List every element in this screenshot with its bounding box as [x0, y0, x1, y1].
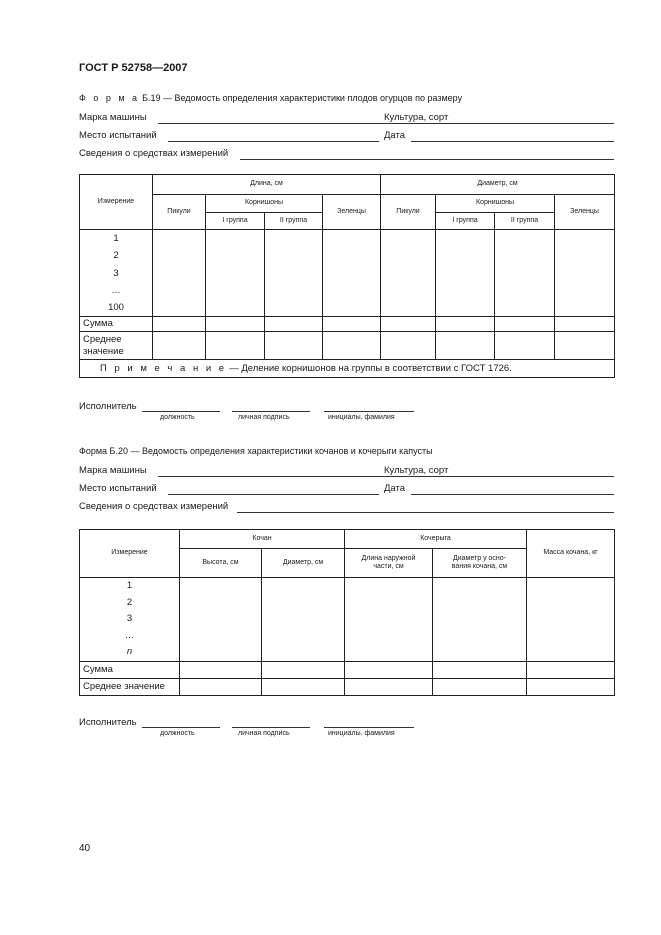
row-labels-cell [80, 578, 180, 662]
data-cell[interactable] [265, 230, 323, 317]
form-20-signature-label: Исполнитель [79, 717, 137, 728]
instruments-label: Сведения о средствах измерений [79, 501, 229, 512]
outer-length-header [345, 549, 433, 578]
form-20-table [79, 529, 615, 696]
base-diameter-line1: Диаметр у осно- [453, 554, 507, 562]
length-zelentsy-header: Зеленцы [323, 195, 381, 230]
name-caption: инициалы, фамилия [328, 414, 395, 421]
measurement-header: Измерение [80, 530, 180, 578]
row-label: 1 [126, 580, 133, 592]
sum-cell[interactable] [527, 662, 615, 679]
position-caption: должность [160, 414, 195, 421]
kochan-header: Кочан [180, 530, 345, 549]
data-cell[interactable] [262, 578, 345, 662]
data-cell[interactable] [433, 578, 527, 662]
data-cell[interactable] [381, 230, 436, 317]
data-cell[interactable] [206, 230, 265, 317]
form-19-caption-text: Б.19 — Ведомость определения характеристики плодов огурцов по размеру [139, 93, 463, 103]
diameter-group1-header: I группа [436, 213, 495, 230]
row-label: … [111, 284, 121, 296]
length-header: Длина, см [153, 175, 381, 195]
machine-field[interactable] [158, 476, 457, 477]
sum-cell[interactable] [206, 317, 265, 332]
place-label: Место испытаний [79, 483, 157, 494]
data-cell[interactable] [436, 230, 495, 317]
culture-field[interactable] [456, 476, 614, 477]
row-labels-cell [80, 230, 153, 317]
instruments-label: Сведения о средствах измерений [79, 148, 229, 159]
name-line[interactable] [324, 411, 414, 412]
kocheryga-header: Кочерыга [345, 530, 527, 549]
diameter-header: Диаметр, см [381, 175, 615, 195]
average-label: Среднее значение [80, 679, 180, 696]
sum-label: Сумма [80, 662, 180, 679]
average-cell[interactable] [345, 679, 433, 696]
average-label-line1: Среднее [83, 333, 122, 345]
date-label: Дата [384, 130, 406, 141]
row-label: 1 [113, 233, 119, 244]
form-20-row-instruments [79, 501, 614, 515]
machine-label: Марка машины [79, 465, 147, 476]
sum-label: Сумма [80, 317, 153, 332]
average-label-line2: значение [83, 345, 124, 357]
average-cell[interactable] [262, 679, 345, 696]
form-19-row-machine [79, 112, 614, 126]
date-field[interactable] [411, 141, 614, 142]
average-cell[interactable] [180, 679, 262, 696]
instruments-field[interactable] [237, 512, 614, 513]
form-19-caption-prefix: Ф о р м а [79, 93, 140, 103]
position-caption: должность [160, 730, 195, 737]
length-pikuli-header: Пикули [153, 195, 206, 230]
diameter-header: Диаметр, см [262, 549, 345, 578]
data-cell[interactable] [323, 230, 381, 317]
diameter-pikuli-header: Пикули [381, 195, 436, 230]
average-cell[interactable] [436, 332, 495, 360]
length-kornishony-header: Корнишоны [206, 195, 323, 213]
average-label [80, 332, 153, 360]
culture-label: Культура, сорт [384, 112, 449, 123]
form-19-row-instruments [79, 148, 614, 162]
diameter-group2-header: II группа [495, 213, 555, 230]
note-text: — Деление корнишонов на группы в соответствии с ГОСТ 1726. [226, 362, 512, 374]
sum-cell[interactable] [265, 317, 323, 332]
culture-field[interactable] [456, 123, 614, 124]
form-20-row-machine [79, 465, 614, 479]
form-20-caption: Форма Б.20 — Ведомость определения характеристики кочанов и кочерыги капусты [79, 446, 433, 456]
base-diameter-header [433, 549, 527, 578]
place-field[interactable] [168, 494, 379, 495]
row-label: 2 [126, 596, 133, 608]
culture-label: Культура, сорт [384, 465, 449, 476]
row-label: n [126, 646, 133, 658]
mass-header: Масса кочана, кг [527, 530, 615, 578]
place-label: Место испытаний [79, 130, 157, 141]
form-20-row-place [79, 483, 614, 497]
row-label: … [124, 629, 135, 641]
signature-caption: личная подпись [238, 730, 290, 737]
form-19-caption [79, 93, 462, 103]
sum-cell[interactable] [381, 317, 436, 332]
date-field[interactable] [411, 494, 614, 495]
sum-cell[interactable] [153, 317, 206, 332]
signature-line[interactable] [232, 727, 310, 728]
sum-cell[interactable] [555, 317, 615, 332]
average-cell[interactable] [381, 332, 436, 360]
average-cell[interactable] [206, 332, 265, 360]
average-cell[interactable] [323, 332, 381, 360]
form-19-row-place [79, 130, 614, 144]
average-cell[interactable] [153, 332, 206, 360]
form-19-signature-label: Исполнитель [79, 401, 137, 412]
position-line[interactable] [142, 411, 220, 412]
data-cell[interactable] [345, 578, 433, 662]
name-line[interactable] [324, 727, 414, 728]
length-group2-header: II группа [265, 213, 323, 230]
sum-cell[interactable] [495, 317, 555, 332]
signature-line[interactable] [232, 411, 310, 412]
document-header: ГОСТ Р 52758—2007 [79, 62, 188, 74]
height-header: Высота, см [180, 549, 262, 578]
average-cell[interactable] [527, 679, 615, 696]
outer-length-line2: части, см [373, 563, 404, 570]
diameter-kornishony-header: Корнишоны [436, 195, 555, 213]
length-group1-header: I группа [206, 213, 265, 230]
average-cell[interactable] [265, 332, 323, 360]
data-cell[interactable] [153, 230, 206, 317]
sum-cell[interactable] [180, 662, 262, 679]
data-cell[interactable] [495, 230, 555, 317]
base-diameter-line2: вания кочана, см [451, 563, 508, 570]
row-label: 3 [113, 267, 119, 279]
sum-cell[interactable] [323, 317, 381, 332]
row-label: 100 [108, 302, 124, 314]
average-cell[interactable] [433, 679, 527, 696]
form-19-table [79, 174, 615, 378]
table-note [80, 360, 615, 378]
position-line[interactable] [142, 727, 220, 728]
signature-caption: личная подпись [238, 414, 290, 421]
row-label: 2 [113, 250, 119, 262]
outer-length-line1: Длина наружной [361, 554, 416, 562]
data-cell[interactable] [527, 578, 615, 662]
sum-cell[interactable] [436, 317, 495, 332]
page-number: 40 [79, 843, 91, 854]
average-cell[interactable] [495, 332, 555, 360]
sum-cell[interactable] [345, 662, 433, 679]
sum-cell[interactable] [433, 662, 527, 679]
machine-label: Марка машины [79, 112, 147, 123]
diameter-zelentsy-header: Зеленцы [555, 195, 615, 230]
date-label: Дата [384, 483, 406, 494]
sum-cell[interactable] [262, 662, 345, 679]
data-cell[interactable] [555, 230, 615, 317]
row-label: 3 [126, 613, 133, 625]
note-prefix: П р и м е ч а н и е [100, 362, 227, 374]
name-caption: инициалы. фамилия [328, 730, 395, 737]
machine-field[interactable] [158, 123, 457, 124]
instruments-field[interactable] [240, 159, 614, 160]
measurement-header: Измерение [80, 175, 153, 230]
place-field[interactable] [168, 141, 379, 142]
data-cell[interactable] [180, 578, 262, 662]
average-cell[interactable] [555, 332, 615, 360]
